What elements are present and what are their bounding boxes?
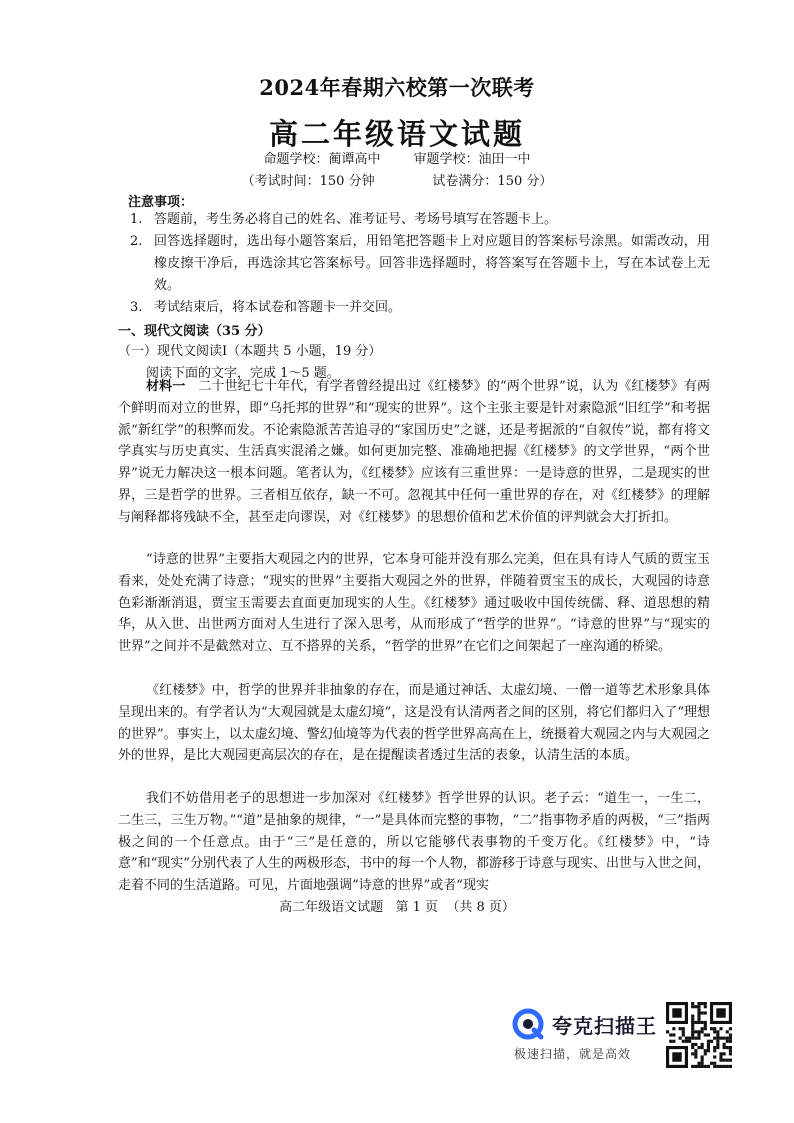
note-item xyxy=(130,209,710,231)
passage-paragraph: 我们不妨借用老子的思想进一步加深对《红楼梦》哲学世界的认识。老子云：“道生一，一生二，二生三，三生万物。”“道”是抽象的规律，“一”是具体而完整的事物，“二”指事物矛盾的两极，“三”指两极之间的一个任意点。由于“三”是任意的，所以它能够代表事物的千变万化。《红楼梦》中，“诗意”和“现实”分别代表了人生的两极形态，书中的每一个人物，都游移于诗意与现实、出世与入世之间，走着不同的生活道路。可见，片面地强调“诗意的世界”或者“现实 xyxy=(118,791,710,894)
paragraph-text: 二十世纪七十年代，有学者曾经提出过《红楼梦》的“两个世界”说，认为《红楼梦》有两个鲜明而对立的世界，即“乌托邦的世界”和“现实的世界”。这个主张主要是针对索隐派“旧红学”和考据派“新红学”的积弊而发。不论索隐派苦苦追寻的“家国历史”之谜，还是考据派的“自叙传”说，都有将文学真实与历史真实、生活真实混淆之嫌。如何更加完整、准确地把握《红楼梦》的文学世界，“两个世界”说无力解决这一根本问题。笔者认为，《红楼梦》应该有三重世界：一是诗意的世界，二是现实的世界，三是哲学的世界。三者相互依存，缺一不可。忽视其中任何一重世界的存在，对《红楼梦》的理解与阐释都将残缺不全，甚至走向谬误，对《红楼梦》的思想价值和艺术价值的评判就会大打折扣。 xyxy=(118,379,710,525)
passage-paragraph xyxy=(118,376,710,529)
passage-paragraph: 《红楼梦》中，哲学的世界并非抽象的存在，而是通过神话、太虚幻境、一僧一道等艺术形象具体呈现出来的。有学者认为“大观园就是太虚幻境”，这是没有认清两者之间的区别，将它们都归入了“理想的世界”。事实上，以太虚幻境、警幻仙境等为代表的哲学世界高高在上，统摄着大观园之内与大观园之外的世界，是比大观园更高层次的存在，是在提醒读者透过生活的表象，认清生活的本质。 xyxy=(118,683,710,764)
note-text: 考试结束后，将本试卷和答题卡一并交回。 xyxy=(154,300,402,315)
notes-heading: 注意事项： xyxy=(128,195,194,210)
note-text: 答题前，考生务必将自己的姓名、准考证号、考场号填写在答题卡上。 xyxy=(154,212,558,227)
section-heading: 一、现代文阅读（35 分） xyxy=(118,324,271,339)
scanner-watermark xyxy=(512,1002,662,1072)
note-number: 1. xyxy=(130,212,143,227)
setter-school-line: 命题学校：蔺谭高中 审题学校：油田一中 xyxy=(263,152,531,167)
exam-title: 2024年春期六校第一次联考 xyxy=(259,75,535,100)
scanner-app-name: 夸克扫描王 xyxy=(552,1014,657,1038)
note-item xyxy=(130,231,710,297)
subject-title: 高二年级语文试题 xyxy=(268,117,525,151)
material-label: 材料一 xyxy=(146,379,186,394)
qr-code-icon xyxy=(666,1002,732,1068)
passage-paragraph: “诗意的世界”主要指大观园之内的世界，它本身可能并没有那么完美，但在具有诗人气质的贾宝玉看来，处处充满了诗意；“现实的世界”主要指大观园之外的世界，伴随着贾宝玉的成长，大观园的诗意色彩渐渐消退，贾宝玉需要去直面更加现实的人生。《红楼梦》通过吸收中国传统儒、释、道思想的精华，从入世、出世两方面对人生进行了深入思考，从而形成了“哲学的世界”。“诗意的世界”与“现实的世界”之间并不是截然对立、互不搭界的关系，“哲学的世界”在它们之间架起了一座沟通的桥梁。 xyxy=(118,552,710,655)
time-score-line: （考试时间：150 分钟 试卷满分：150 分） xyxy=(241,174,553,189)
scanner-slogan: 极速扫描，就是高效 xyxy=(514,1047,632,1061)
note-item xyxy=(130,297,710,319)
note-number: 2. xyxy=(130,234,143,249)
note-text: 回答选择题时，选出每小题答案后，用铅笔把答题卡上对应题目的答案标号涂黑。如需改动，用橡皮擦干净后，再选涂其它答案标号。回答非选择题时，将答案写在答题卡上，写在本试卷上无效。 xyxy=(154,234,710,293)
note-number: 3. xyxy=(130,300,143,315)
reading-instruction: 阅读下面的文字，完成 1～5 题。 xyxy=(146,366,340,381)
page-footer: 高二年级语文试题 第 1 页 （共 8 页） xyxy=(279,900,515,915)
subsection-heading: （一）现代文阅读Ⅰ（本题共 5 小题，19 分） xyxy=(118,344,382,359)
quark-logo-icon xyxy=(512,1008,544,1040)
